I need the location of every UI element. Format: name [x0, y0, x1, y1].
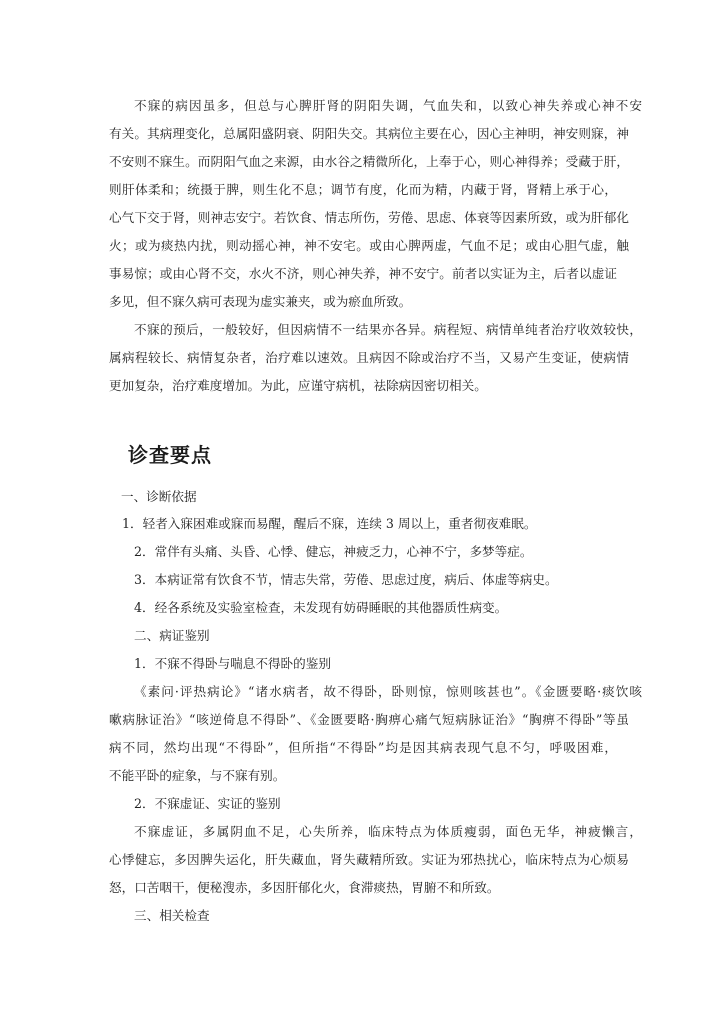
paragraph-line: 嗽病脉证治》“咳逆倚息不得卧”、《金匮要略·胸痹心痛气短病脉证治》“胸痹不得卧”等虽 [109, 712, 629, 727]
paragraph-line: 多见，但不寐久病可表现为虚实兼夹，或为瘀血所致。 [109, 294, 412, 309]
item-title: 2．不寐虚证、实证的鉴别 [134, 796, 281, 811]
item-title: 1．不寐不得卧与喘息不得卧的鉴别 [134, 656, 331, 671]
list-item: 1．轻者入寐困难或寐而易醒，醒后不寐，连续 3 周以上，重者彻夜难眠。 [122, 516, 537, 531]
paragraph-line: 则肝体柔和；统摄于脾，则生化不息；调节有度，化而为精，内藏于肾，肾精上承于心， [109, 182, 617, 197]
paragraph-line: 心悸健忘，多因脾失运化，肝失藏血，肾失藏精所致。实证为邪热扰心，临床特点为心烦易 [109, 852, 629, 867]
list-item: 3．本病证常有饮食不节，情志失常，劳倦、思虑过度，病后、体虚等病史。 [134, 572, 558, 587]
paragraph-line: 火；或为痰热内扰，则动摇心神，神不安宅。或由心脾两虚，气血不足；或由心胆气虚，触 [109, 238, 629, 253]
paragraph-line: 怒，口苦咽干，便秘溲赤，多因肝郁化火，食滞痰热，胃腑不和所致。 [109, 880, 500, 895]
paragraph-line: 《素问·评热病论》“诸水病者，故不得卧，卧则惊，惊则咳甚也”。《金匮要略·痰饮咳 [134, 684, 642, 699]
paragraph-line: 不寐虚证，多属阴血不足，心失所养，临床特点为体质瘦弱，面色无华，神疲懒言， [134, 824, 642, 839]
paragraph-line: 不能平卧的症象，与不寐有别。 [109, 768, 286, 783]
paragraph-line: 病不同，然均出现“不得卧”，但所指“不得卧”均是因其病表现气息不匀，呼吸困难， [109, 740, 617, 755]
section-title: 诊查要点 [128, 443, 212, 467]
subsection-heading: 一、诊断依据 [121, 489, 197, 504]
paragraph-line: 事易惊；或由心肾不交，水火不济，则心神失养，神不安宁。前者以实证为主，后者以虚证 [109, 266, 617, 281]
paragraph-line: 不安则不寐生。而阴阳气血之来源，由水谷之精微所化，上奉于心，则心神得养；受藏于肝， [109, 154, 629, 169]
paragraph-line: 心气下交于肾，则神志安宁。若饮食、情志所伤，劳倦、思虑、体衰等因素所致，或为肝郁化 [109, 210, 629, 225]
list-item: 4．经各系统及实验室检查，未发现有妨碍睡眠的其他器质性病变。 [134, 600, 508, 615]
paragraph-line: 属病程较长、病情复杂者，治疗难以速效。且病因不除或治疗不当，又易产生变证，使病情 [109, 350, 629, 365]
subsection-heading: 三、相关检查 [134, 908, 210, 923]
paragraph-line: 有关。其病理变化，总属阳盛阴衰、阴阳失交。其病位主要在心，因心主神明，神安则寐，神 [109, 126, 629, 141]
paragraph-line: 不寐的预后，一般较好，但因病情不一结果亦各异。病程短、病情单纯者治疗收效较快， [134, 322, 642, 337]
list-item: 2．常伴有头痛、头昏、心悸、健忘，神疲乏力，心神不宁，多梦等症。 [134, 544, 533, 559]
paragraph-line: 更加复杂，治疗难度增加。为此，应谨守病机，祛除病因密切相关。 [109, 378, 487, 393]
subsection-heading: 二、病证鉴别 [134, 628, 210, 643]
paragraph-line: 不寐的病因虽多，但总与心脾肝肾的阴阳失调，气血失和，以致心神失养或心神不安 [134, 98, 642, 113]
